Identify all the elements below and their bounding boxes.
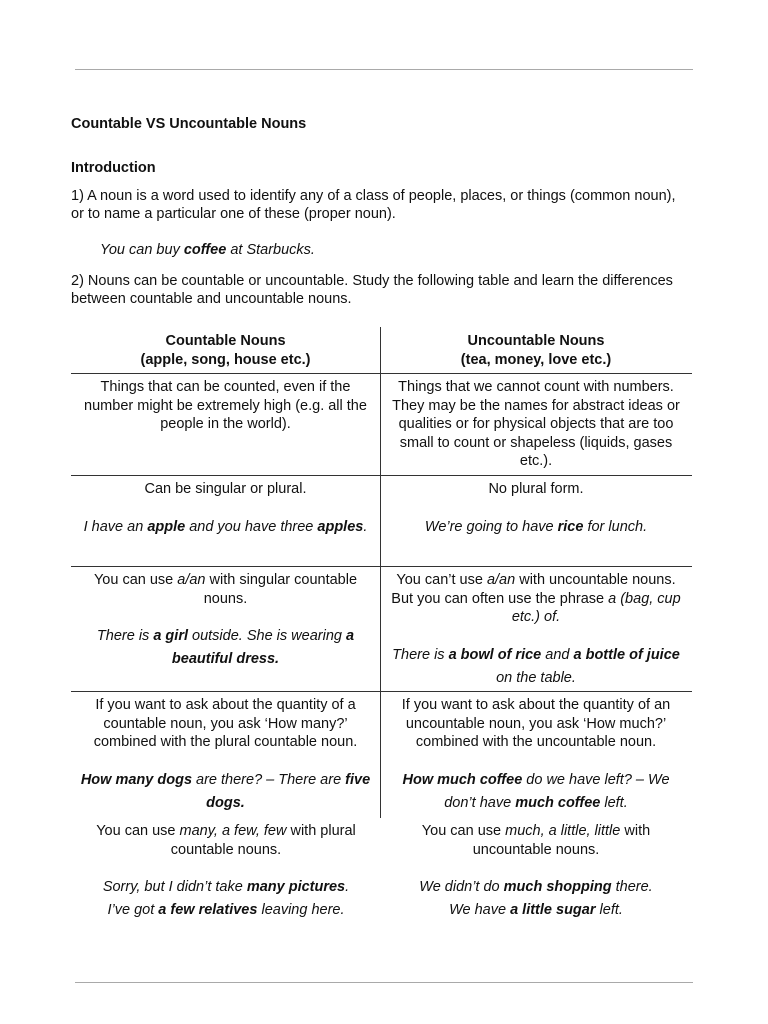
uncountable-quantity-cell: If you want to ask about the quantity of an uncountable noun, you ask ‘How much?’ combined with the uncountable noun. How much coffee do we have left? – We don’t have much coffee left.: [381, 692, 691, 818]
example-sentence: We’re going to have rice for lunch.: [424, 518, 648, 535]
countable-header: Countable Nouns (apple, song, house etc.): [71, 327, 381, 373]
countable-plural-cell: Can be singular or plural. I have an apple and you have three apples.: [71, 476, 381, 566]
example-sentence: I have an apple and you have three apples.: [83, 518, 368, 535]
example-sentence: There is a girl outside. She is wearing a beautiful dress.: [96, 628, 355, 667]
uncountable-article-cell: You can’t use a/an with uncountable nouns. But you can often use the phrase a (bag, cup etc.) of. There is a bowl of rice and a bottle of juice on the table.: [381, 567, 691, 691]
countable-quantity-cell: If you want to ask about the quantity of a countable noun, you ask ‘How many?’ combined with the plural countable noun. How many dogs are there? – There are five dogs.: [71, 692, 381, 818]
example-sentence-coffee: You can buy coffee at Starbucks.: [100, 242, 315, 258]
example-sentence: How much coffee do we have left? – We don’t have much coffee left.: [402, 771, 670, 811]
table-row: [71, 692, 692, 818]
uncountable-definition: Things that we cannot count with numbers. They may be the names for abstract ideas or qualities or for physical objects that are too small to count or shapeless (liquids, gases etc.).: [392, 379, 680, 469]
countable-quantifiers-cell: You can use many, a few, few with plural countable nouns. Sorry, but I didn’t take many pictures. I’ve got a few relatives leaving here.: [71, 818, 381, 928]
uncountable-quantifiers-cell: You can use much, a little, little with uncountable nouns. We didn’t do much shopping there. We have a little sugar left.: [381, 818, 691, 928]
uncountable-plural-cell: No plural form. We’re going to have rice for lunch.: [381, 476, 691, 566]
countable-definition: Things that can be counted, even if the number might be extremely high (e.g. all the people in the world).: [71, 374, 381, 475]
uncountable-header: Uncountable Nouns (tea, money, love etc.): [460, 333, 612, 368]
table-row: [71, 374, 692, 476]
example-sentence: Sorry, but I didn’t take many pictures. I’ve got a few relatives leaving here.: [102, 879, 350, 918]
introduction-heading: Introduction: [71, 160, 156, 176]
table-row: [71, 476, 692, 567]
bottom-rule: [75, 982, 693, 983]
example-sentence: We didn’t do much shopping there. We have a little sugar left.: [419, 879, 653, 918]
table-header-row: [71, 327, 692, 374]
intro-paragraph-1: 1) A noun is a word used to identify any of a class of people, places, or things (common noun), or to name a particular one of these (proper noun).: [71, 188, 676, 222]
example-sentence: There is a bowl of rice and a bottle of juice on the table.: [392, 646, 680, 686]
table-row: [71, 567, 692, 692]
top-rule: [75, 69, 693, 70]
nouns-comparison-table: [71, 327, 692, 928]
countable-article-cell: You can use a/an with singular countable nouns. There is a girl outside. She is wearing a beautiful dress.: [71, 567, 381, 691]
document-title: Countable VS Uncountable Nouns: [71, 116, 307, 132]
table-row: [71, 818, 692, 928]
example-sentence: How many dogs are there? – There are five dogs.: [80, 771, 371, 811]
intro-paragraph-2: 2) Nouns can be countable or uncountable. Study the following table and learn the differences between countable and uncountable nouns.: [71, 273, 673, 307]
